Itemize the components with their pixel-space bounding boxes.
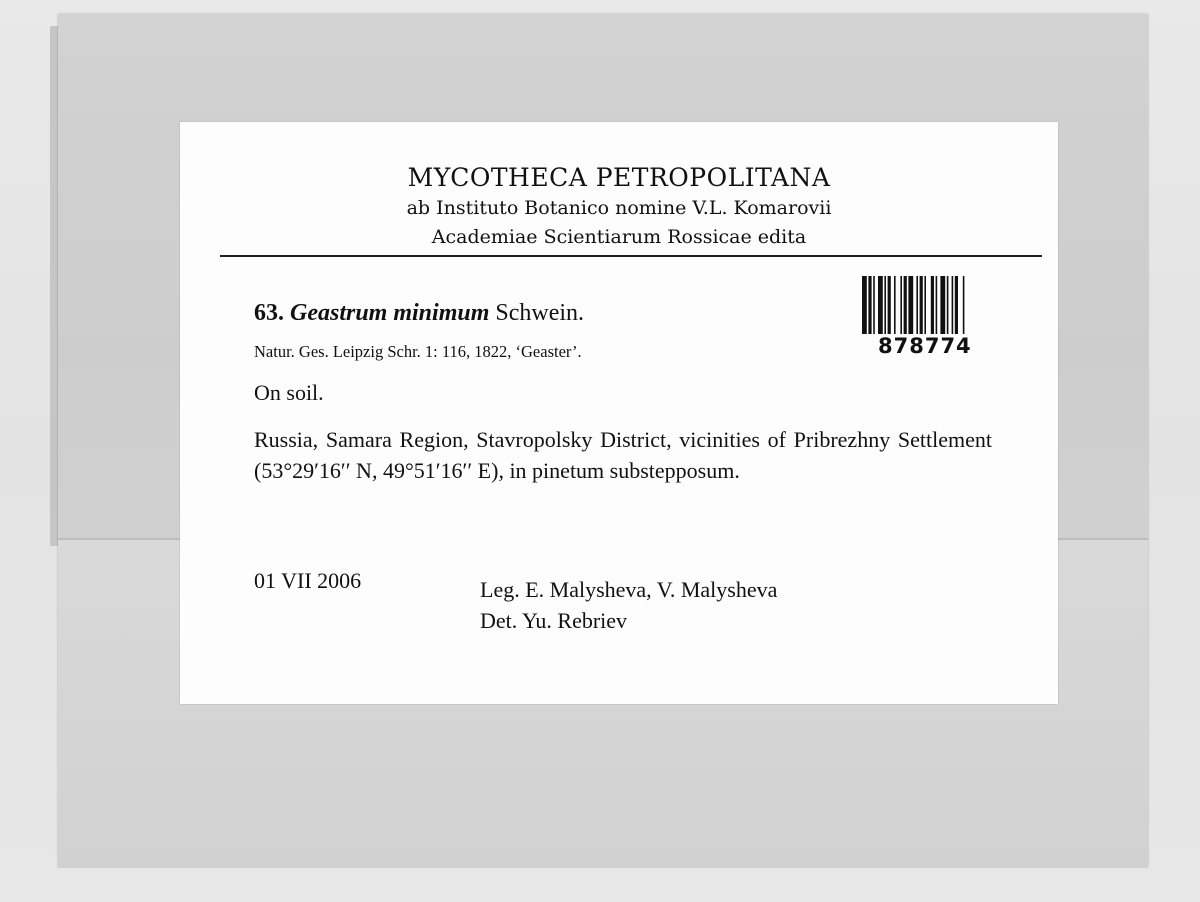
specimen-label [180,122,1058,704]
substrate: On soil. [254,380,324,405]
barcode-image [862,276,1010,334]
barcode-bar [862,276,867,334]
barcode-bar [873,276,875,334]
locality: Russia, Samara Region, Stavropolsky District, vicinities of Pribrezhny Settlement (53°29′16′′ N, 49°51′16′′ E), in pinetum substepposum. [254,427,992,483]
barcode-bar [900,276,902,334]
collectors-block [480,574,777,636]
institution-line: ab Instituto Botanico nomine V.L. Komarovii [406,197,832,219]
barcode-bar [904,276,907,334]
barcode-bar [947,276,949,334]
collection-title: MYCOTHECA PETROPOLITANA [407,163,831,192]
species-line [254,300,584,327]
species-author: Schwein. [495,300,585,326]
barcode-number: 878774 [878,334,972,358]
barcode-bar [920,276,923,334]
academy-line: Academiae Scientiarum Rossicae edita [431,226,807,248]
citation: Natur. Ges. Leipzig Schr. 1: 116, 1822, ‘Geaster’. [254,342,582,361]
barcode-bar [868,276,871,334]
barcode-bar [936,276,938,334]
barcode-bar [884,276,886,334]
barcode-bar [878,276,883,334]
barcode-bar [894,276,896,334]
barcode-bar [940,276,945,334]
barcode-bar [908,276,913,334]
header-divider [220,255,1042,257]
barcode-bar [952,276,954,334]
barcode-bar [916,276,918,334]
barcode-bar [955,276,958,334]
barcode-bar [924,276,926,334]
collector: Leg. E. Malysheva, V. Malysheva [480,577,778,602]
barcode-bar [888,276,891,334]
determiner: Det. Yu. Rebriev [480,608,628,633]
collection-date: 01 VII 2006 [254,568,362,593]
exsiccata-number: 63. [254,300,284,326]
label-header [180,162,1058,252]
species-name: Geastrum minimum [290,300,490,326]
barcode-bar [931,276,934,334]
barcode-bar [963,276,965,334]
